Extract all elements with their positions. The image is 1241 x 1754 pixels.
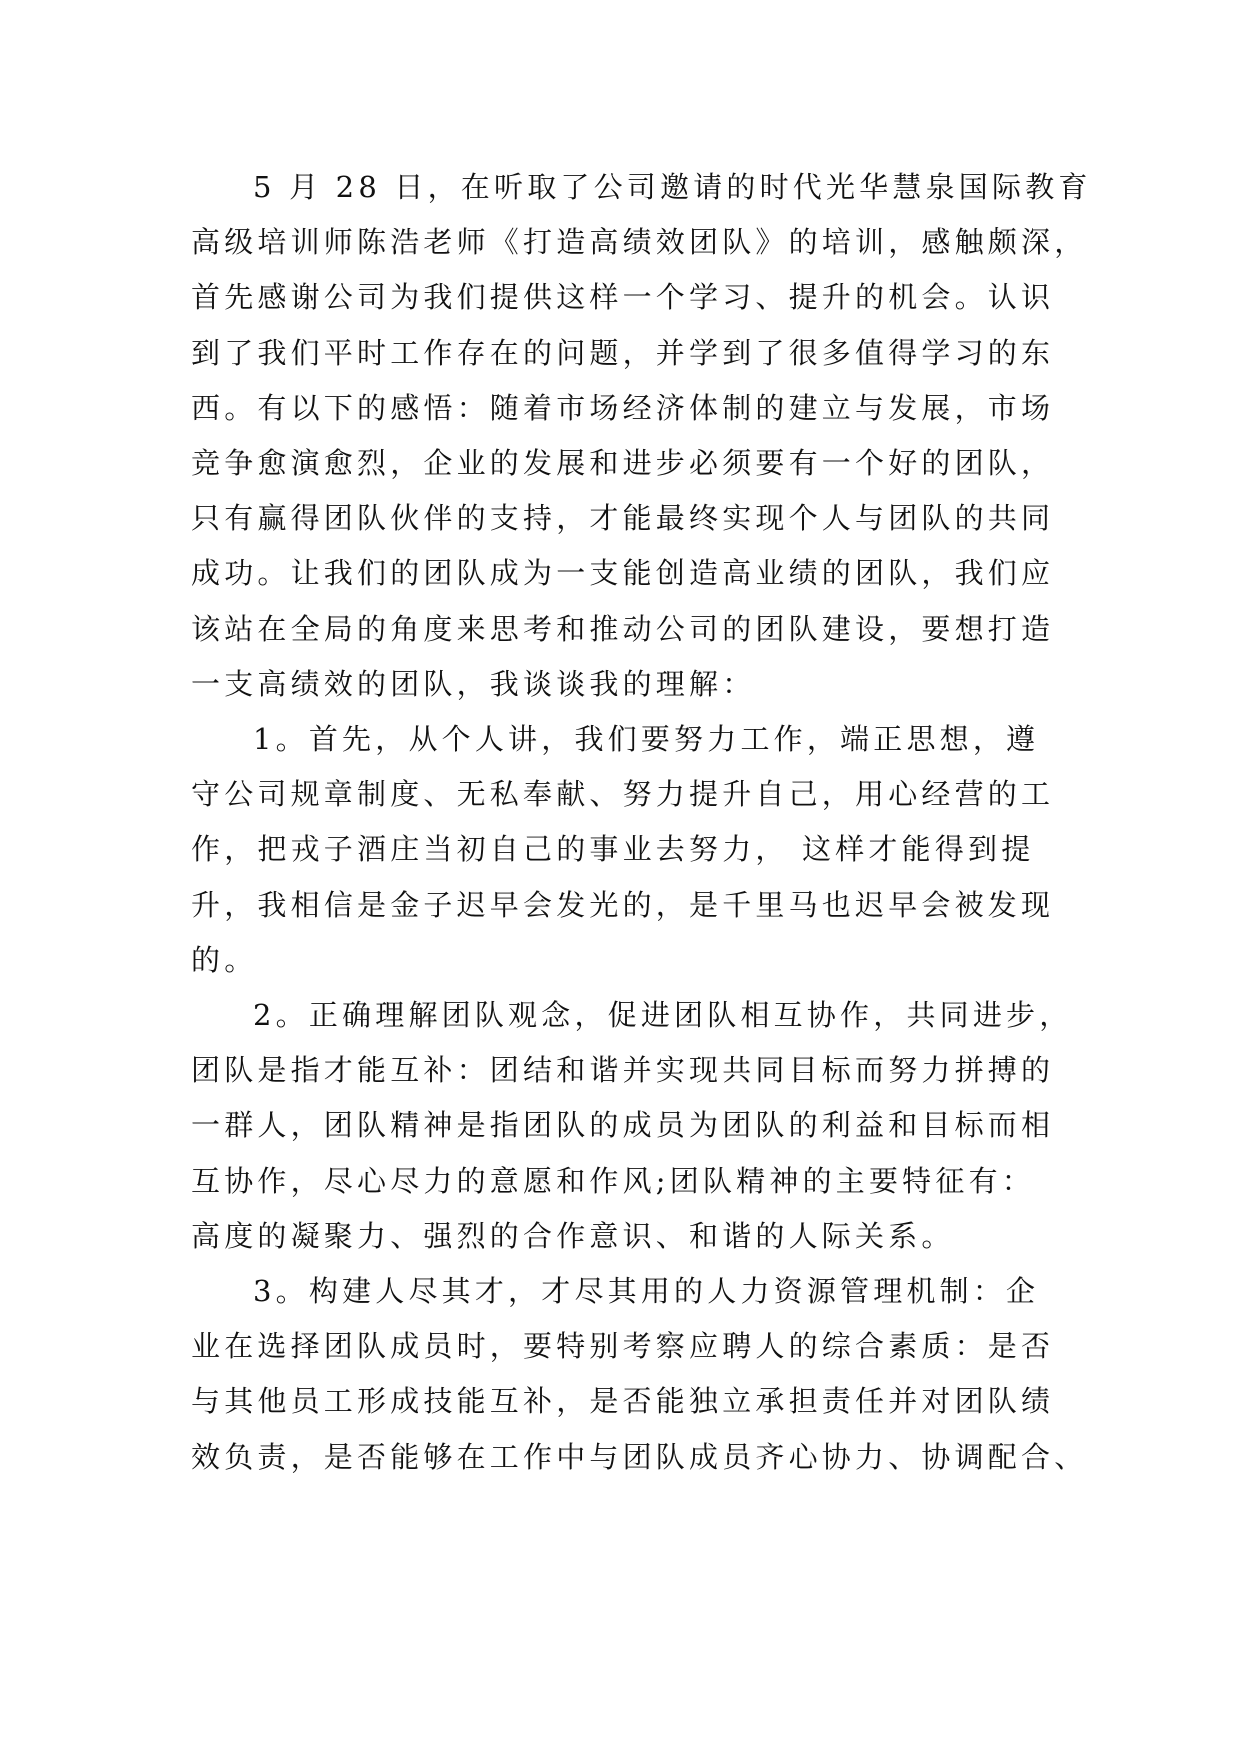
- text-line: 5 月 28 日，在听取了公司邀请的时代光华慧泉国际教育: [253, 170, 1092, 204]
- text-line: 1。首先，从个人讲，我们要努力工作，端正思想，遵: [253, 722, 1040, 757]
- paragraph-point-3: [191, 1264, 1088, 1485]
- text-line: 高级培训师陈浩老师《打造高绩效团队》的培训，感触颇深，: [191, 225, 1088, 260]
- text-line: 一支高绩效的团队，我谈谈我的理解：: [191, 666, 756, 701]
- text-line: 作，把戎子酒庄当初自己的事业去努力， 这样才能得到提: [191, 832, 1035, 867]
- text-line: 业在选择团队成员时，要特别考察应聘人的综合素质：是否: [191, 1329, 1055, 1364]
- text-line: 竞争愈演愈烈，企业的发展和进步必须要有一个好的团队，: [191, 446, 1055, 481]
- text-line: 该站在全局的角度来思考和推动公司的团队建设，要想打造: [191, 611, 1055, 646]
- text-line: 成功。让我们的团队成为一支能创造高业绩的团队，我们应: [191, 556, 1055, 591]
- text-line: 到了我们平时工作存在的问题，并学到了很多值得学习的东: [191, 335, 1055, 370]
- text-line: 高度的凝聚力、强烈的合作意识、和谐的人际关系。: [191, 1218, 955, 1253]
- text-line: 首先感谢公司为我们提供这样一个学习、提升的机会。认识: [191, 280, 1055, 315]
- text-line: 2。正确理解团队观念，促进团队相互协作，共同进步，: [253, 998, 1073, 1033]
- text-line: 守公司规章制度、无私奉献、努力提升自己，用心经营的工: [191, 777, 1055, 812]
- text-line: 团队是指才能互补：团结和谐并实现共同目标而努力拼搏的: [191, 1053, 1055, 1088]
- text-line: 西。有以下的感悟：随着市场经济体制的建立与发展，市场: [191, 390, 1055, 425]
- text-line: 效负责，是否能够在工作中与团队成员齐心协力、协调配合、: [191, 1439, 1088, 1474]
- text-line: 与其他员工形成技能互补，是否能独立承担责任并对团队绩: [191, 1384, 1055, 1419]
- paragraph-point-2: [191, 988, 1073, 1264]
- text-line: 的。: [191, 942, 258, 977]
- paragraph-point-1: [191, 712, 1055, 988]
- document-body: [191, 160, 1092, 1485]
- text-line: 升，我相信是金子迟早会发光的，是千里马也迟早会被发现: [191, 887, 1055, 922]
- text-line: 互协作，尽心尽力的意愿和作风;团队精神的主要特征有：: [191, 1163, 1035, 1198]
- paragraph-intro: [191, 160, 1092, 712]
- text-line: 一群人，团队精神是指团队的成员为团队的利益和目标而相: [191, 1108, 1055, 1143]
- text-line: 只有赢得团队伙伴的支持，才能最终实现个人与团队的共同: [191, 501, 1055, 536]
- text-line: 3。构建人尽其才，才尽其用的人力资源管理机制：企: [253, 1274, 1040, 1309]
